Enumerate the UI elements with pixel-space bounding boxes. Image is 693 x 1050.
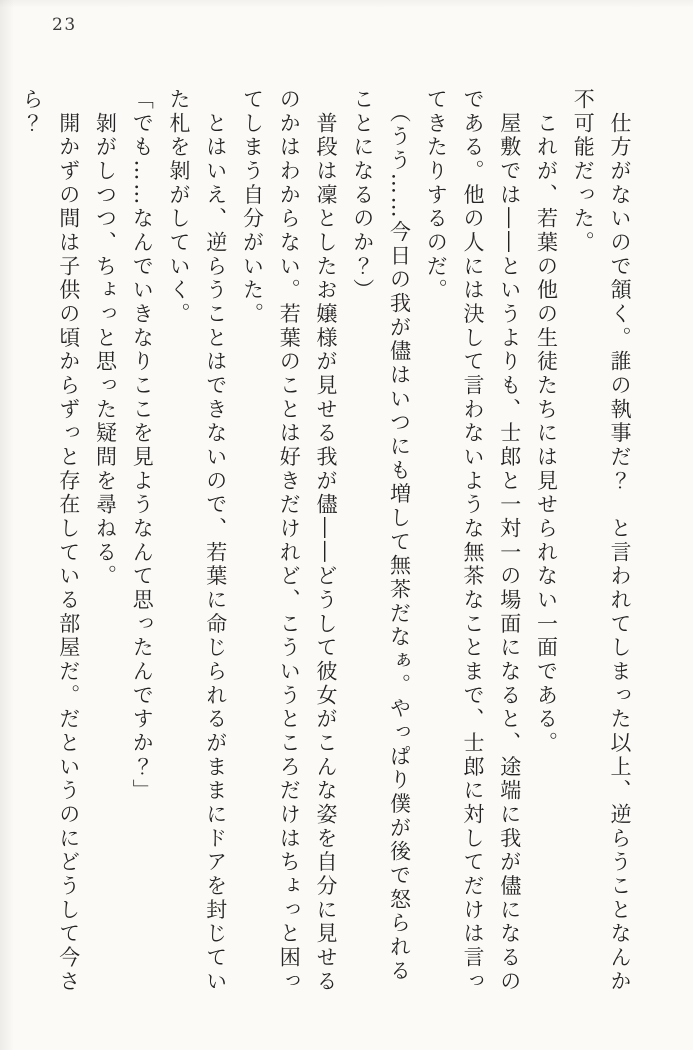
scan-edge-shadow-left [0,0,14,1050]
page-text [13,88,638,1000]
page-number: 23 [52,15,77,35]
paragraph: 屋敷では――というよりも、士郎と一対一の場面になると、途端に我が儘になるのである。他の人には決して言わないような無茶なことまで、士郎に対してだけは言ってきたりするのだ。 [424,88,522,994]
paragraph: （うう……今日の我が儘はいつにも増して無茶だなぁ。やっぱり僕が後で怒られることになるのか？） [350,88,412,984]
paragraph: とはいえ、逆らうことはできないので、若葉に命じられるがままにドアを封じていた札を剝がしていく。 [167,88,228,994]
paragraph: これが、若葉の他の生徒たちには見せられない一面である。 [534,88,559,756]
paragraph: 仕方がないので頷く。誰の執事だ？ と言われてしまった以上、逆らうことなんか不可能だった。 [571,88,632,994]
scan-edge-shadow-top [0,0,693,8]
paragraph-dialogue: 「でも……なんでいきなりここを見ようなんて思ったんですか？」 [130,88,155,804]
paragraph: 普段は凜としたお嬢様が見せる我が儘――どうして彼女がこんな姿を自分に見せるのかはわからない。若葉のことは好きだけれど、こういうところだけはちょっと困ってしまう自分がいた。 [240,88,338,994]
paragraph: 開かずの間は子供の頃からずっと存在している部屋だ。だというのにどうして今さら？ [20,88,81,994]
paragraph: 剝がしつつ、ちょっと思った疑問を尋ねる。 [93,88,118,589]
